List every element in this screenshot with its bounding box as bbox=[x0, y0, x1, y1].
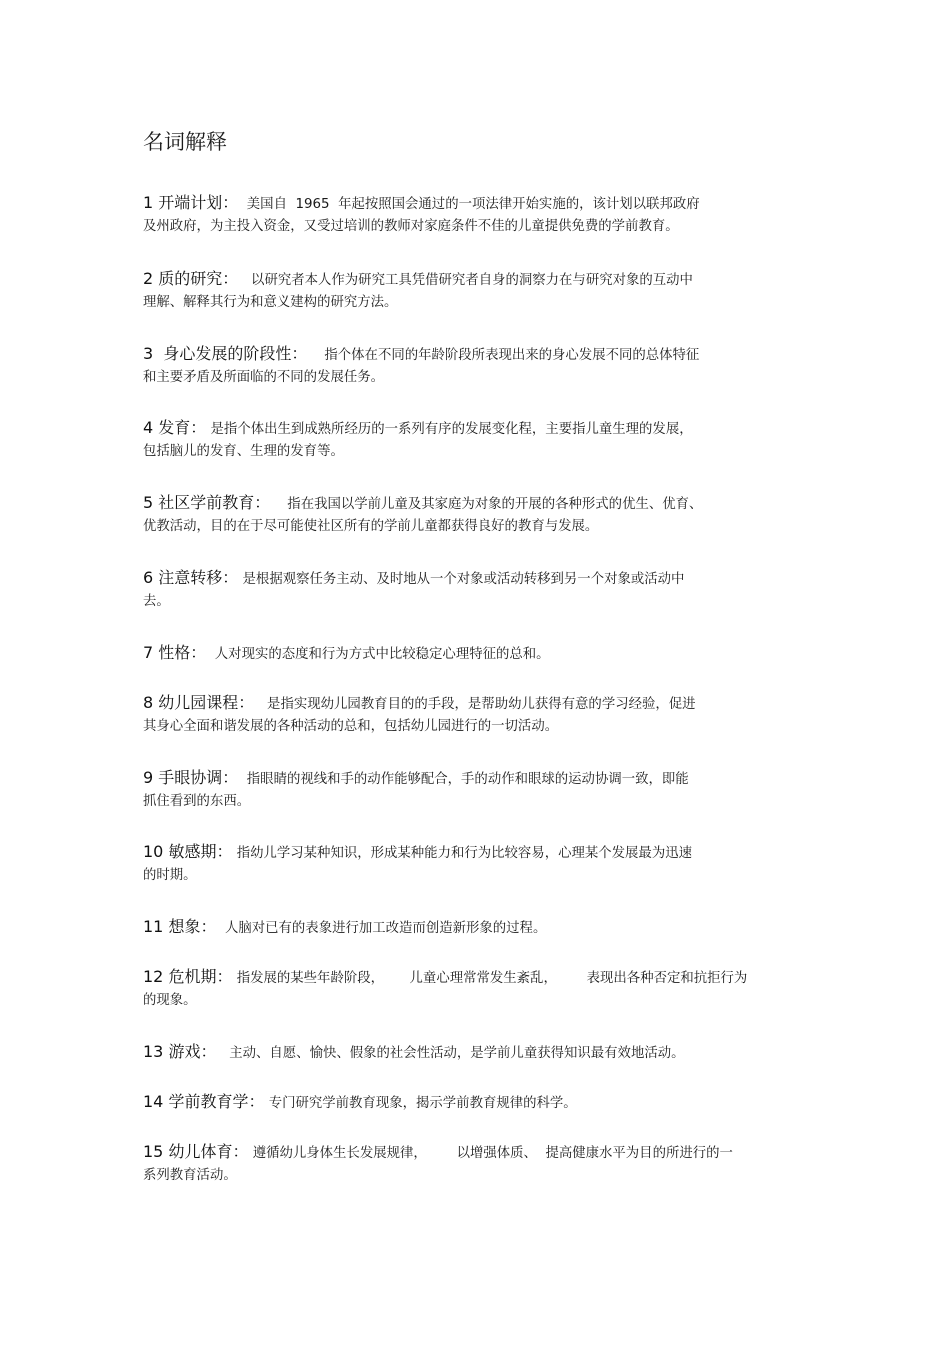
glossary-entry-2 bbox=[143, 267, 793, 315]
entry-term: 14 学前教育学： bbox=[143, 1092, 265, 1111]
entry-definition-continued: 去。 bbox=[143, 594, 170, 609]
glossary-entry-11 bbox=[143, 915, 793, 939]
entry-definition: 是指个体出生到成熟所经历的一系列有序的发展变化程，主要指儿童生理的发展， bbox=[206, 422, 693, 437]
entry-definition: 指眼睛的视线和手的动作能够配合，手的动作和眼球的运动协调一致，即能 bbox=[238, 772, 689, 787]
entry-term: 4 发育： bbox=[143, 418, 207, 437]
entry-definition: 指在我国以学前儿童及其家庭为对象的开展的各种形式的优生、优育、 bbox=[270, 497, 703, 512]
glossary-entry-1 bbox=[143, 191, 793, 239]
entry-definition-continued: 及州政府，为主投入资金，又受过培训的教师对家庭条件不佳的儿童提供免费的学前教育。 bbox=[143, 219, 679, 234]
glossary-entry-9 bbox=[143, 766, 793, 814]
entry-definition-continued: 系列教育活动。 bbox=[143, 1168, 237, 1183]
entry-first-line bbox=[143, 641, 793, 665]
glossary-entry-4 bbox=[143, 416, 793, 464]
entry-first-line bbox=[143, 840, 793, 864]
entry-term: 9 手眼协调： bbox=[143, 768, 239, 787]
entry-term: 10 敏感期： bbox=[143, 842, 233, 861]
entry-definition: 指发展的某些年龄阶段， 儿童心理常常发生紊乱， 表现出各种否定和抗拒行为 bbox=[232, 971, 748, 986]
glossary-entry-10 bbox=[143, 840, 793, 888]
entry-definition: 指幼儿学习某种知识，形成某种能力和行为比较容易，心理某个发展最为迅速 bbox=[232, 846, 692, 861]
entry-term: 5 社区学前教育： bbox=[143, 493, 271, 512]
entry-first-line bbox=[143, 491, 793, 515]
entry-definition: 人对现实的态度和行为方式中比较稳定心理特征的总和。 bbox=[206, 647, 550, 662]
entry-first-line bbox=[143, 766, 793, 790]
entry-first-line bbox=[143, 416, 793, 440]
glossary-entry-7 bbox=[143, 641, 793, 665]
glossary-entry-3 bbox=[143, 342, 793, 390]
entry-first-line bbox=[143, 1140, 793, 1164]
entry-term: 7 性格： bbox=[143, 643, 207, 662]
entry-definition-continued: 和主要矛盾及所面临的不同的发展任务。 bbox=[143, 370, 385, 385]
glossary-entry-8 bbox=[143, 691, 793, 739]
glossary-entry-15 bbox=[143, 1140, 793, 1188]
entry-first-line bbox=[143, 566, 793, 590]
entry-definition: 遵循幼儿身体生长发展规律， 以增强体质、 提高健康水平为目的所进行的一 bbox=[248, 1146, 733, 1161]
entry-first-line bbox=[143, 965, 793, 989]
glossary-entry-6 bbox=[143, 566, 793, 614]
entry-definition-continued: 抓住看到的东西。 bbox=[143, 794, 251, 809]
entry-definition: 主动、自愿、愉快、假象的社会性活动，是学前儿童获得知识最有效地活动。 bbox=[216, 1046, 685, 1061]
entry-first-line bbox=[143, 691, 793, 715]
glossary-entry-12 bbox=[143, 965, 793, 1013]
entry-term: 6 注意转移： bbox=[143, 568, 239, 587]
entry-definition: 人脑对已有的表象进行加工改造而创造新形象的过程。 bbox=[216, 921, 547, 936]
entry-definition: 是指实现幼儿园教育目的的手段，是帮助幼儿获得有意的学习经验，促进 bbox=[254, 697, 696, 712]
entry-first-line bbox=[143, 342, 793, 366]
entry-term: 2 质的研究： bbox=[143, 269, 239, 288]
entry-definition-continued: 优教活动，目的在于尽可能使社区所有的学前儿童都获得良好的教育与发展。 bbox=[143, 519, 599, 534]
entry-term: 8 幼儿园课程： bbox=[143, 693, 255, 712]
entry-definition-continued: 的现象。 bbox=[143, 993, 197, 1008]
entry-first-line bbox=[143, 1090, 793, 1114]
entry-term: 1 开端计划： bbox=[143, 193, 239, 212]
glossary-entry-14 bbox=[143, 1090, 793, 1114]
entry-first-line bbox=[143, 191, 793, 215]
entry-definition: 以研究者本人作为研究工具凭借研究者自身的洞察力在与研究对象的互动中 bbox=[238, 273, 693, 288]
page-title: 名词解释 bbox=[143, 130, 227, 154]
entry-first-line bbox=[143, 1040, 793, 1064]
entry-definition-continued: 其身心全面和谐发展的各种活动的总和，包括幼儿园进行的一切活动。 bbox=[143, 719, 559, 734]
entry-definition: 美国自 1965 年起按照国会通过的一项法律开始实施的，该计划以联邦政府 bbox=[238, 197, 700, 212]
entry-term: 15 幼儿体育： bbox=[143, 1142, 249, 1161]
entry-definition: 指个体在不同的年龄阶段所表现出来的身心发展不同的总体特征 bbox=[307, 348, 700, 363]
entry-definition: 是根据观察任务主动、及时地从一个对象或活动转移到另一个对象或活动中 bbox=[238, 572, 685, 587]
entry-first-line bbox=[143, 915, 793, 939]
entry-definition-continued: 理解、解释其行为和意义建构的研究方法。 bbox=[143, 295, 398, 310]
entry-term: 12 危机期： bbox=[143, 967, 233, 986]
entry-first-line bbox=[143, 267, 793, 291]
entry-definition-continued: 的时期。 bbox=[143, 868, 197, 883]
entry-definition: 专门研究学前教育现象，揭示学前教育规律的科学。 bbox=[264, 1096, 577, 1111]
glossary-entry-13 bbox=[143, 1040, 793, 1064]
glossary-entry-5 bbox=[143, 491, 793, 539]
entry-definition-continued: 包括脑儿的发育、生理的发育等。 bbox=[143, 444, 344, 459]
entry-term: 13 游戏： bbox=[143, 1042, 217, 1061]
entry-term: 3 身心发展的阶段性： bbox=[143, 344, 308, 363]
entry-term: 11 想象： bbox=[143, 917, 217, 936]
